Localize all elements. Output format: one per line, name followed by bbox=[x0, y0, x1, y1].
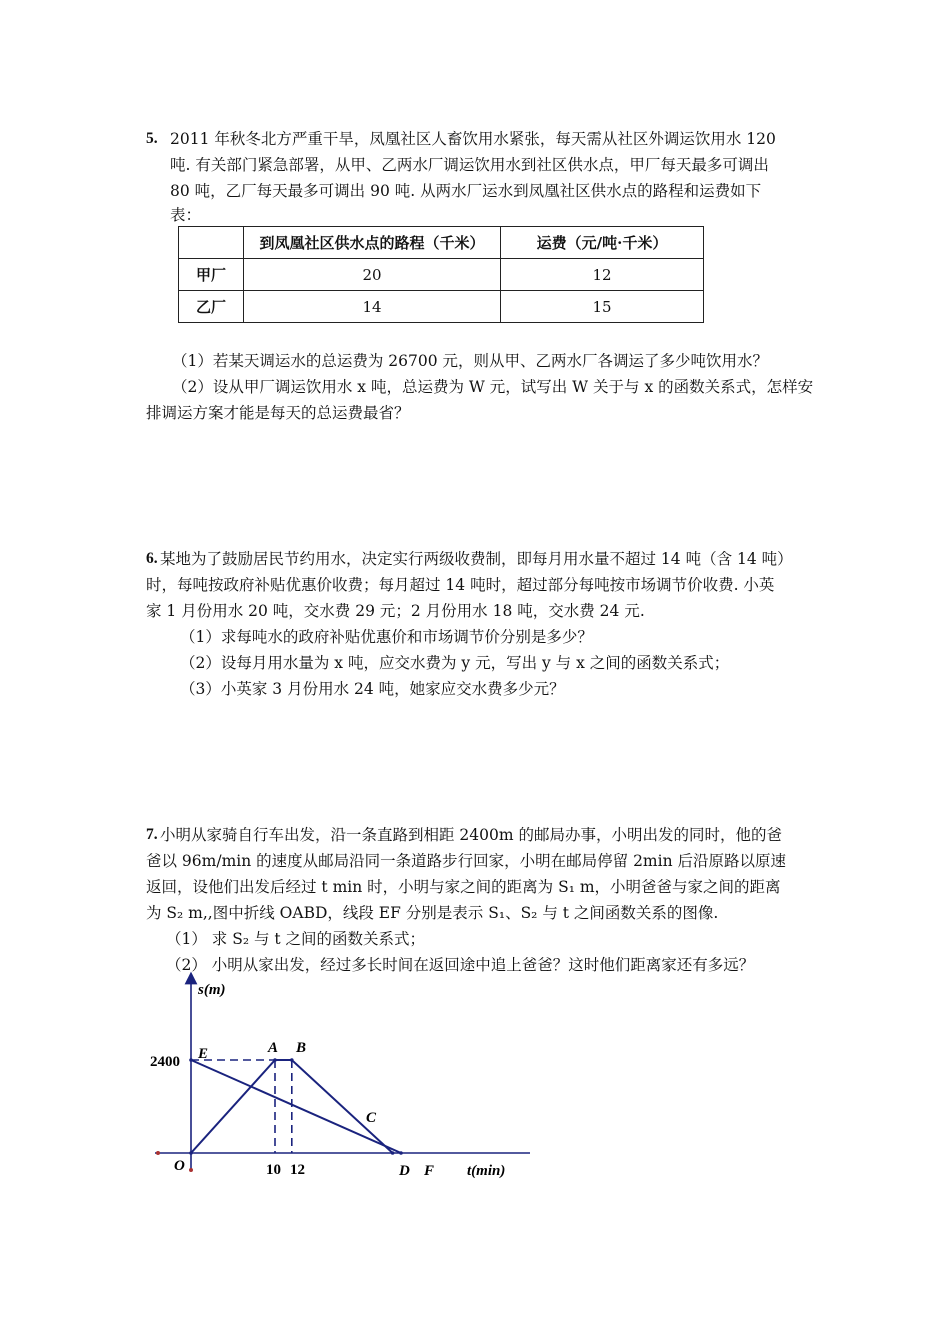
table-cell: 乙厂 bbox=[179, 291, 244, 323]
q6-sub-2: （2）设每月用水量为 x 吨，应交水费为 y 元，写出 y 与 x 之间的函数关系式； bbox=[180, 654, 730, 672]
q6-line-2: 时，每吨按政府补贴优惠价收费；每月超过 14 吨时，超过部分每吨按市场调节价收费. 小英 bbox=[146, 576, 775, 594]
table-row bbox=[179, 227, 704, 259]
data-point bbox=[391, 1151, 395, 1155]
table-header-distance: 到凤凰社区供水点的路程（千米） bbox=[244, 227, 501, 259]
point-label-b: B bbox=[296, 1040, 307, 1056]
point-label-e: E bbox=[198, 1046, 209, 1062]
q5-sub-2: （2）设从甲厂调运饮用水 x 吨，总运费为 W 元，试写出 W 关于与 x 的函数关系式，怎样安 bbox=[172, 378, 814, 396]
table-cell: 14 bbox=[244, 291, 501, 323]
q5-line-2: 吨. 有关部门紧急部署，从甲、乙两水厂调运饮用水到社区供水点，甲厂每天最多可调出 bbox=[170, 156, 769, 174]
point-label-a: A bbox=[268, 1040, 279, 1056]
table-cell: 15 bbox=[501, 291, 704, 323]
data-point bbox=[273, 1058, 277, 1062]
data-point bbox=[189, 1151, 193, 1155]
table-cell: 20 bbox=[244, 259, 501, 291]
data-point bbox=[189, 1058, 193, 1062]
q6-sub-3: （3）小英家 3 月份用水 24 吨，她家应交水费多少元？ bbox=[180, 680, 565, 698]
tick-label-10: 10 bbox=[266, 1162, 281, 1178]
point-label-f: F bbox=[424, 1163, 435, 1179]
point-label-o: O bbox=[174, 1158, 185, 1174]
axis-end-dot bbox=[156, 1151, 160, 1155]
table-cell bbox=[179, 227, 244, 259]
q7-sub-1: （1） 求 S₂ 与 t 之间的函数关系式； bbox=[166, 930, 426, 948]
table-cell: 甲厂 bbox=[179, 259, 244, 291]
data-point bbox=[290, 1058, 294, 1062]
series-line-ef bbox=[191, 1060, 401, 1153]
q7-line-3: 返回，设他们出发后经过 t min 时，小明与家之间的距离为 S₁ m，小明爸爸与家之间的距离 bbox=[146, 878, 781, 896]
q6-sub-1: （1）求每吨水的政府补贴优惠价和市场调节价分别是多少？ bbox=[180, 628, 593, 646]
q6-line-1: 某地为了鼓励居民节约用水，决定实行两级收费制，即每月用水量不超过 14 吨（含 14 吨） bbox=[160, 550, 793, 568]
q6-line-3: 家 1 月份用水 20 吨，交水费 29 元；2 月份用水 18 吨，交水费 24 元. bbox=[146, 602, 645, 620]
q7-line-2: 爸以 96m/min 的速度从邮局沿同一条道路步行回家，小明在邮局停留 2min 后沿原路以原速 bbox=[146, 852, 786, 870]
y-axis-label: s(m) bbox=[198, 982, 226, 998]
q7-number: 7. bbox=[146, 826, 158, 843]
q7-line-4: 为 S₂ m,,图中折线 OABD，线段 EF 分别是表示 S₁、S₂ 与 t 之间函数关系的图像. bbox=[146, 904, 719, 922]
q5-line-1: 2011 年秋冬北方严重干旱，凤凰社区人畜饮用水紧张，每天需从社区外调运饮用水 120 bbox=[170, 130, 776, 148]
q5-sub-3: 排调运方案才能是每天的总运费最省？ bbox=[146, 404, 410, 422]
q5-line-3: 80 吨，乙厂每天最多可调出 90 吨. 从两水厂运水到凤凰社区供水点的路程和运费如下 bbox=[170, 182, 762, 200]
q5-line-4: 表： bbox=[170, 206, 202, 224]
q7-sub-2: （2） 小明从家出发，经过多长时间在返回途中追上爸爸？这时他们距离家还有多远？ bbox=[166, 956, 755, 974]
axis-end-dot bbox=[189, 1168, 193, 1172]
point-label-c: C bbox=[366, 1110, 377, 1126]
q6-number: 6. bbox=[146, 550, 158, 567]
data-point bbox=[399, 1151, 403, 1155]
table-cell: 12 bbox=[501, 259, 704, 291]
table-row bbox=[179, 259, 704, 291]
q5-sub-1: （1）若某天调运水的总运费为 26700 元，则从甲、乙两水厂各调运了多少吨饮用水？ bbox=[172, 352, 769, 370]
table-header-cost: 运费（元/吨·千米） bbox=[501, 227, 704, 259]
q7-line-1: 小明从家骑自行车出发，沿一条直路到相距 2400m 的邮局办事，小明出发的同时，他的爸 bbox=[160, 826, 783, 844]
table-row bbox=[179, 291, 704, 323]
x-axis-label: t(min) bbox=[467, 1163, 506, 1179]
distance-time-graph bbox=[140, 970, 540, 1190]
tick-label-12: 12 bbox=[290, 1162, 305, 1178]
tick-label-2400: 2400 bbox=[150, 1054, 180, 1070]
q5-number: 5. bbox=[146, 130, 158, 147]
point-label-d: D bbox=[399, 1163, 410, 1179]
q5-table bbox=[178, 226, 704, 323]
